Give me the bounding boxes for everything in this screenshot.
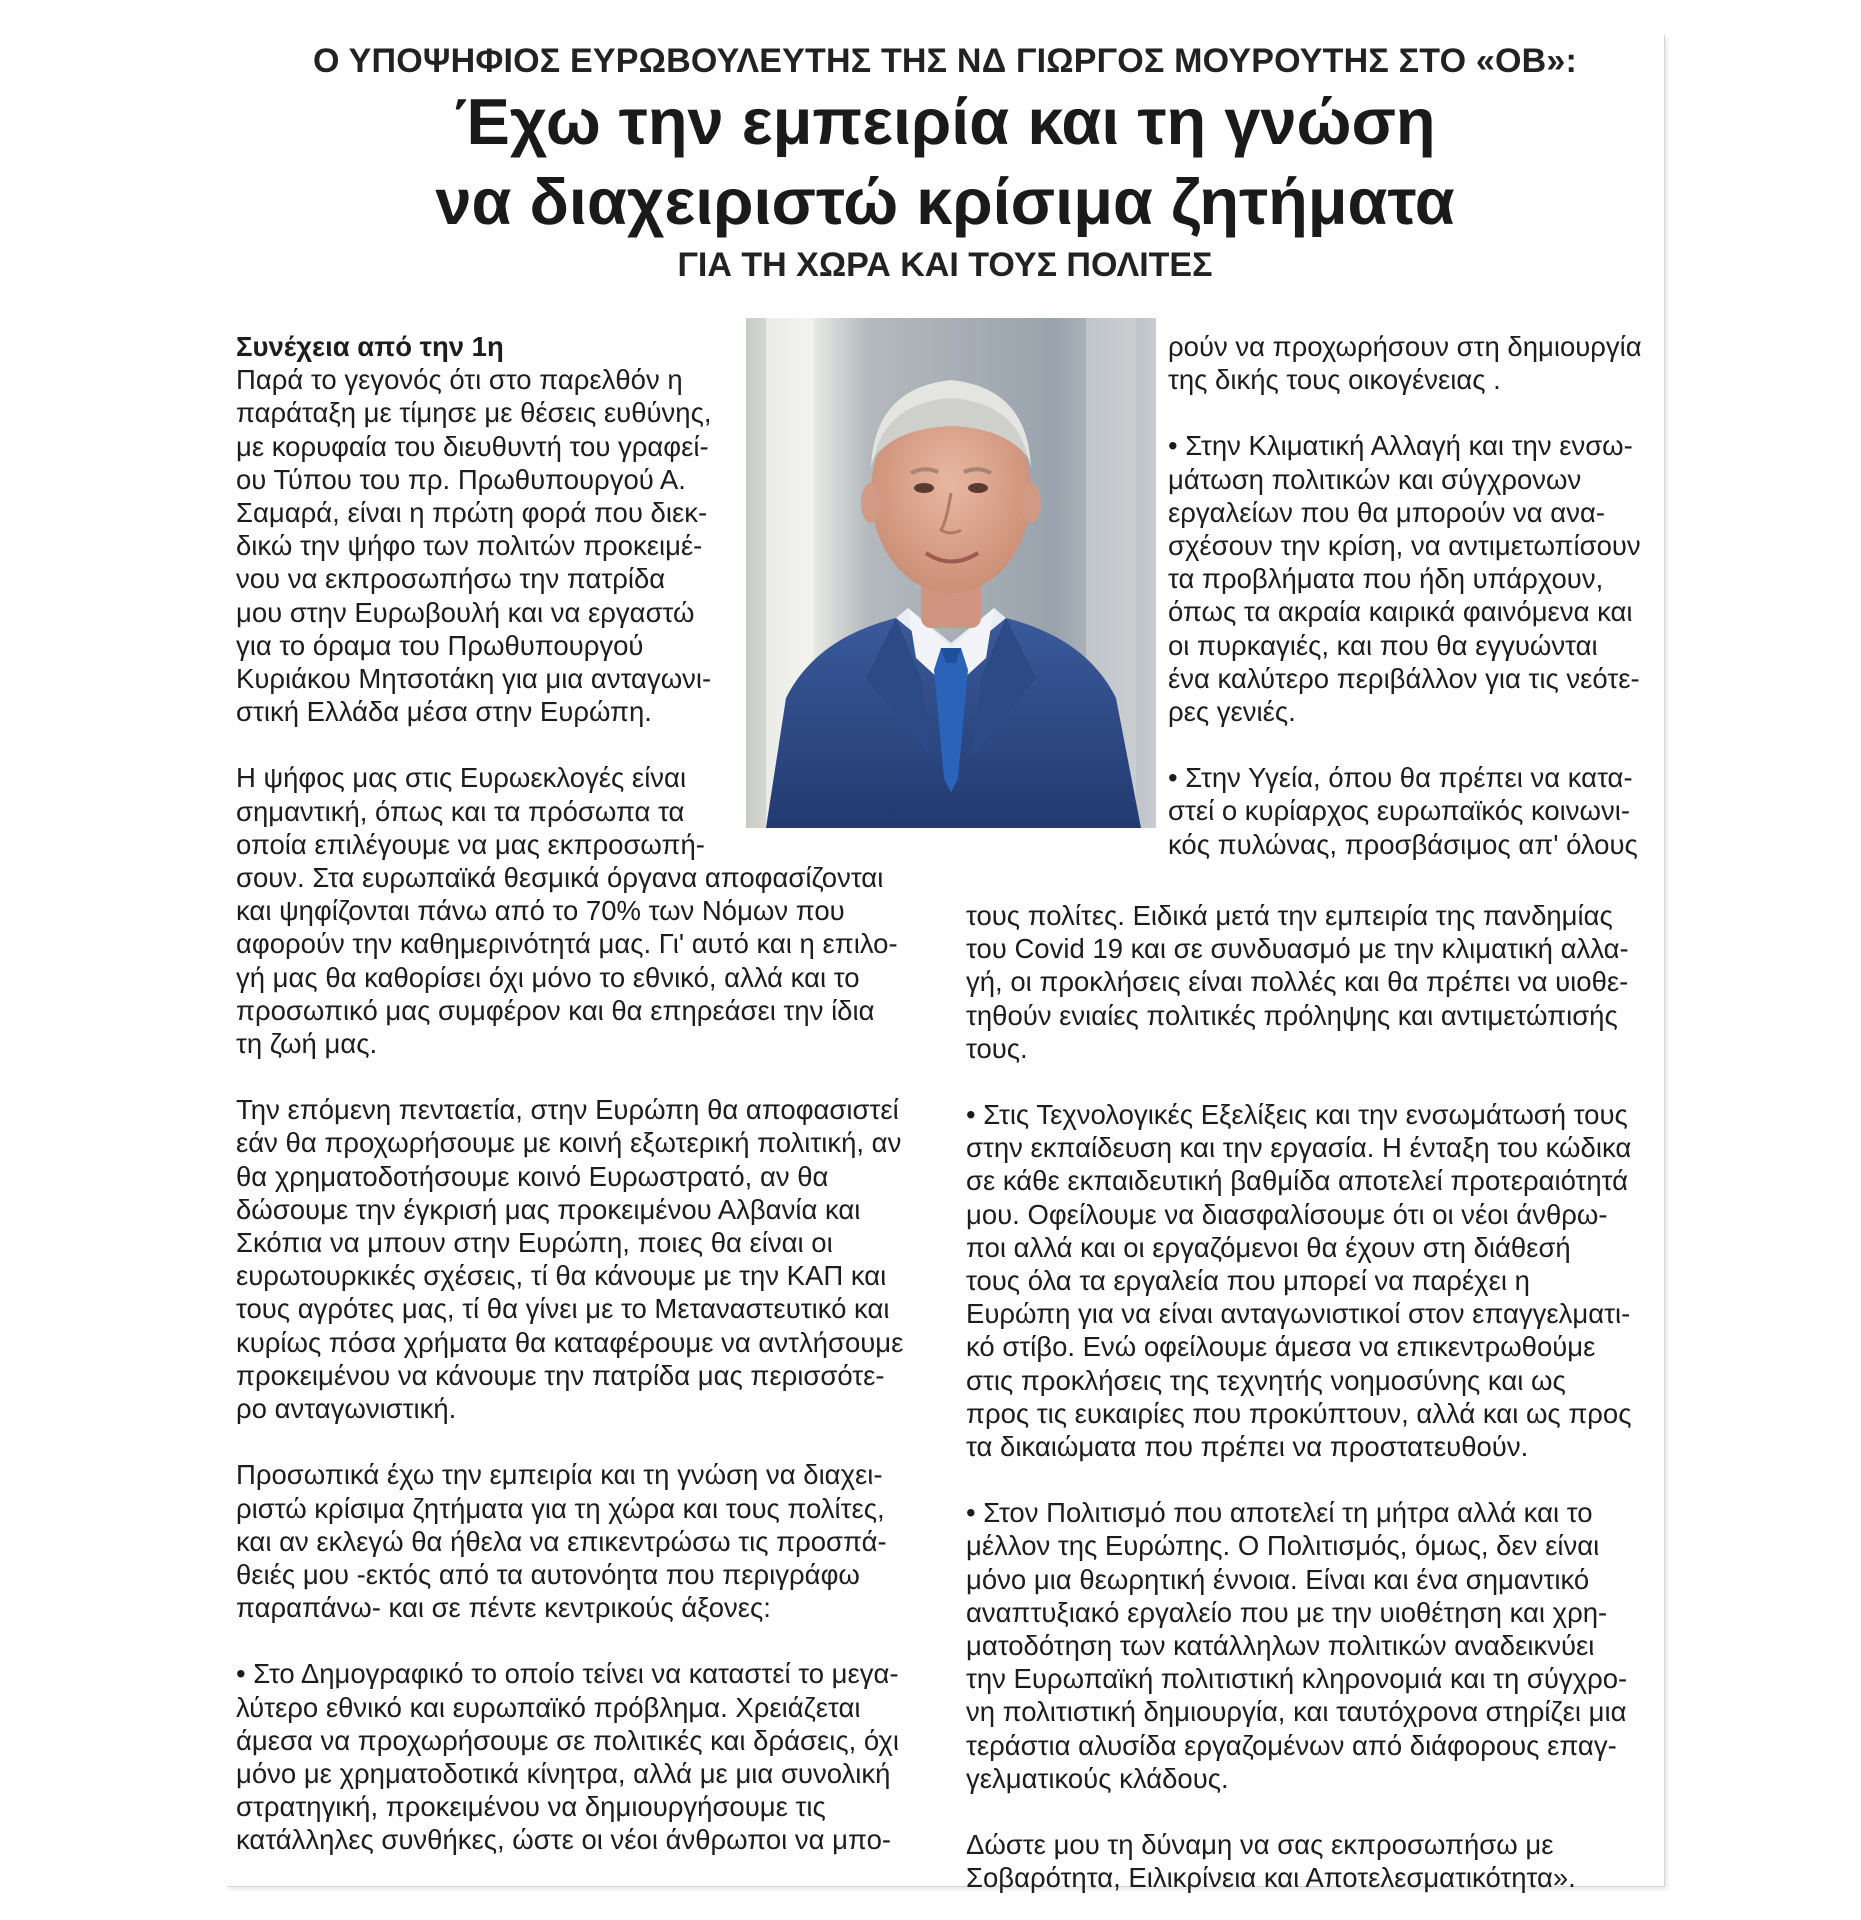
- text-line: τηθούν ενιαίες πολιτικές πρόληψης και αντιμετώπισής: [966, 999, 1618, 1031]
- text-line: ου Τύπου του πρ. Πρωθυπουργού Α.: [236, 463, 686, 495]
- article-kicker: Ο ΥΠΟΨΗΦΙΟΣ ΕΥΡΩΒΟΥΛΕΥΤΗΣ ΤΗΣ ΝΔ ΓΙΩΡΓΟΣ ΜΟΥΡΟΥΤΗΣ ΣΤΟ «ΟΒ»:: [312, 42, 1578, 80]
- text-line: θειές μου -εκτός από τα αυτονόητα που περιγράφω: [236, 1558, 860, 1590]
- text-line: αφορούν την καθημερινότητά μας. Γι' αυτό και η επιλο-: [236, 928, 898, 960]
- text-line: • Στην Κλιματική Αλλαγή και την ενσω-: [1168, 430, 1633, 462]
- newspaper-clipping: [226, 34, 1664, 1894]
- text-line: σημαντική, όπως και τα πρόσωπα τα: [236, 795, 685, 827]
- article-subhead: ΓΙΑ ΤΗ ΧΩΡΑ ΚΑΙ ΤΟΥΣ ΠΟΛΙΤΕΣ: [677, 246, 1213, 284]
- paragraph: [1168, 761, 1658, 861]
- paragraph: [236, 1458, 956, 1624]
- text-line: προσωπικό μας συμφέρον και θα επηρεάσει την ίδια: [236, 994, 875, 1026]
- text-line: τους αγρότες μας, τί θα γίνει με το Μεταναστευτικό και: [236, 1293, 890, 1325]
- text-line: κατάλληλες συνθήκες, ώστε οι νέοι άνθρωποι να μπο-: [236, 1824, 892, 1856]
- continuation-label: Συνέχεια από την 1η: [236, 331, 504, 362]
- text-line: άμεσα να προχωρήσουμε σε πολιτικές και δράσεις, όχι: [236, 1724, 899, 1756]
- text-line: δικώ την ψήφο των πολιτών προκειμέ-: [236, 530, 703, 562]
- text-line: παράταξη με τίμησε με θέσεις ευθύνης,: [236, 397, 712, 429]
- text-line: Σοβαρότητα, Ειλικρίνεια και Αποτελεσματικότητα».: [966, 1862, 1576, 1894]
- text-line: προκειμένου να κάνουμε την πατρίδα μας περισσότε-: [236, 1359, 885, 1391]
- text-line: ριστώ κρίσιμα ζητήματα για τη χώρα και τους πολίτες,: [236, 1492, 885, 1524]
- text-line: σε κάθε εκπαιδευτική βαθμίδα αποτελεί προτεραιότητά: [966, 1165, 1629, 1197]
- text-line: της δικής τους οικογένειας .: [1168, 364, 1501, 396]
- paragraph: [236, 1093, 956, 1425]
- text-line: στική Ελλάδα μέσα στην Ευρώπη.: [236, 696, 652, 728]
- text-line: στην εκπαίδευση και την εργασία. Η ένταξη του κώδικα: [966, 1132, 1632, 1164]
- text-line: στις προκλήσεις της τεχνητής νοημοσύνης και ως: [966, 1364, 1566, 1396]
- paragraph: [966, 899, 1656, 1065]
- text-line: • Στο Δημογραφικό το οποίο τείνει να καταστεί το μεγα-: [236, 1658, 899, 1690]
- headline-line-1: Έχω την εμπειρία και τη γνώση: [454, 85, 1436, 158]
- text-line: λύτερο εθνικό και ευρωπαϊκό πρόβλημα. Χρειάζεται: [236, 1691, 861, 1723]
- article-column-2: [1168, 330, 1658, 861]
- paragraph: [236, 363, 956, 728]
- text-line: παραπάνω- και σε πέντε κεντρικούς άξονες:: [236, 1592, 771, 1624]
- text-line: μόνο με χρηματοδοτικά κίνητρα, αλλά με μια συνολική: [236, 1757, 891, 1789]
- text-line: Την επόμενη πενταετία, στην Ευρώπη θα αποφασιστεί: [236, 1094, 899, 1126]
- text-line: θα χρηματοδοτήσουμε κοινό Ευρωστρατό, αν θα: [236, 1160, 829, 1192]
- text-line: ένα καλύτερο περιβάλλον για τις νεότε-: [1168, 662, 1640, 694]
- text-line: Προσωπικά έχω την εμπειρία και τη γνώση να διαχει-: [236, 1459, 883, 1491]
- text-line: γή, οι προκλήσεις είναι πολλές και θα πρέπει να υιοθε-: [966, 966, 1629, 998]
- text-line: τους.: [966, 1032, 1028, 1064]
- text-line: οποία επιλέγουμε να μας εκπροσωπή-: [236, 828, 705, 860]
- text-line: γελματικούς κλάδους.: [966, 1762, 1229, 1794]
- text-line: όπως τα ακραία καιρικά φαινόμενα και: [1168, 596, 1633, 628]
- text-line: μόνο μια θεωρητική έννοια. Είναι και ένα σημαντικό: [966, 1563, 1590, 1595]
- text-line: με κορυφαία του διευθυντή του γραφεί-: [236, 430, 709, 462]
- text-line: και αν εκλεγώ θα ήθελα να επικεντρώσω τις προσπά-: [236, 1525, 887, 1557]
- text-line: αναπτυξιακό εργαλείο που με την υιοθέτηση και χρη-: [966, 1596, 1608, 1628]
- text-line: στρατηγική, προκειμένου να δημιουργήσουμε τις: [236, 1791, 826, 1823]
- text-line: νη πολιτιστική δημιουργία, και ταυτόχρονα στηρίζει μια: [966, 1696, 1627, 1728]
- text-line: σχέσουν την κρίση, να αντιμετωπίσουν: [1168, 530, 1641, 562]
- text-line: τη ζωή μας.: [236, 1028, 378, 1060]
- text-line: ρο ανταγωνιστική.: [236, 1393, 457, 1425]
- text-line: εργαλείων που θα μπορούν να ανα-: [1168, 496, 1606, 528]
- text-line: τα προβλήματα που ήδη υπάρχουν,: [1168, 563, 1604, 595]
- text-line: εάν θα προχωρήσουμε με κοινή εξωτερική πολιτική, αν: [236, 1127, 902, 1159]
- text-line: νου να εκπροσωπήσω την πατρίδα: [236, 563, 666, 595]
- text-line: τεράστια αλυσίδα εργαζομένων από διάφορους επαγ-: [966, 1729, 1617, 1761]
- paragraph: [966, 1496, 1656, 1795]
- text-line: Ευρώπη για να είναι ανταγωνιστικοί στον επαγγελματι-: [966, 1298, 1631, 1330]
- text-line: τα δικαιώματα που πρέπει να προστατευθούν.: [966, 1431, 1529, 1463]
- text-line: και ψηφίζονται πάνω από το 70% των Νόμων που: [236, 895, 845, 927]
- text-line: ρες γενιές.: [1168, 696, 1296, 728]
- text-line: κός πυλώνας, προσβάσιμος απ' όλους: [1168, 828, 1638, 860]
- text-line: μάτωση πολιτικών και σύγχρονων: [1168, 463, 1582, 495]
- text-line: Σαμαρά, είναι η πρώτη φορά που διεκ-: [236, 497, 708, 529]
- article-column-3: [966, 899, 1656, 1894]
- text-line: μου. Οφείλουμε να διασφαλίσουμε ότι οι νέοι άνθρω-: [966, 1198, 1608, 1230]
- text-line: Παρά το γεγονός ότι στο παρελθόν η: [236, 364, 683, 396]
- article-headline: [226, 82, 1664, 242]
- headline-line-2: να διαχειριστώ κρίσιμα ζητήματα: [435, 165, 1455, 238]
- text-line: ευρωτουρκικές σχέσεις, τί θα κάνουμε με την ΚΑΠ και: [236, 1260, 887, 1292]
- text-line: σουν. Στα ευρωπαϊκά θεσμικά όργανα αποφασίζονται: [236, 862, 884, 894]
- text-line: ρούν να προχωρήσουν στη δημιουργία: [1168, 331, 1642, 362]
- text-line: Κυριάκου Μητσοτάκη για μια ανταγωνι-: [236, 663, 712, 695]
- paragraph: [966, 1828, 1656, 1894]
- paragraph: [1168, 330, 1658, 396]
- text-line: τους όλα τα εργαλεία που μπορεί να παρέχει η: [966, 1265, 1530, 1297]
- text-line: • Στην Υγεία, όπου θα πρέπει να κατα-: [1168, 762, 1633, 794]
- text-line: μέλλον της Ευρώπης. Ο Πολιτισμός, όμως, δεν είναι: [966, 1530, 1600, 1562]
- text-line: κό στίβο. Ενώ οφείλουμε άμεσα να επικεντρωθούμε: [966, 1331, 1596, 1363]
- text-line: οι πυρκαγιές, και που θα εγγυώνται: [1168, 629, 1598, 661]
- text-line: Η ψήφος μας στις Ευρωεκλογές είναι: [236, 762, 687, 794]
- text-line: • Στις Τεχνολογικές Εξελίξεις και την ενσωμάτωσή τους: [966, 1099, 1628, 1131]
- text-line: στεί ο κυρίαρχος ευρωπαϊκός κοινωνι-: [1168, 795, 1631, 827]
- paragraph: [1168, 429, 1658, 728]
- paragraph: [236, 761, 956, 1060]
- text-line: του Covid 19 και σε συνδυασμό με την κλιματική αλλα-: [966, 933, 1629, 965]
- text-line: Δώστε μου τη δύναμη να σας εκπροσωπήσω με: [966, 1829, 1554, 1861]
- paragraph: [966, 1098, 1656, 1463]
- text-line: μου στην Ευρωβουλή και να εργαστώ: [236, 596, 695, 628]
- text-line: ποι αλλά και οι εργαζόμενοι θα έχουν στη διάθεσή: [966, 1231, 1571, 1263]
- text-line: κυρίως πόσα χρήματα θα καταφέρουμε να αντλήσουμε: [236, 1326, 904, 1358]
- text-line: • Στον Πολιτισμό που αποτελεί τη μήτρα αλλά και το: [966, 1497, 1593, 1529]
- text-line: Σκόπια να μπουν στην Ευρώπη, ποιες θα είναι οι: [236, 1227, 833, 1259]
- text-line: ματοδότηση των κατάλληλων πολιτικών αναδεικνύει: [966, 1630, 1595, 1662]
- text-line: την Ευρωπαϊκή πολιτιστική κληρονομιά και τη σύγχρο-: [966, 1663, 1628, 1695]
- article-column-1: [236, 330, 956, 1857]
- text-line: τους πολίτες. Ειδικά μετά την εμπειρία της πανδημίας: [966, 900, 1613, 931]
- text-line: δώσουμε την έγκρισή μας προκειμένου Αλβανία και: [236, 1193, 861, 1225]
- text-line: γή μας θα καθορίσει όχι μόνο το εθνικό, αλλά και το: [236, 961, 860, 993]
- paragraph: [236, 1657, 956, 1856]
- text-line: για το όραμα του Πρωθυπουργού: [236, 629, 644, 661]
- text-line: προς τις ευκαιρίες που προκύπτουν, αλλά και ως προς: [966, 1397, 1632, 1429]
